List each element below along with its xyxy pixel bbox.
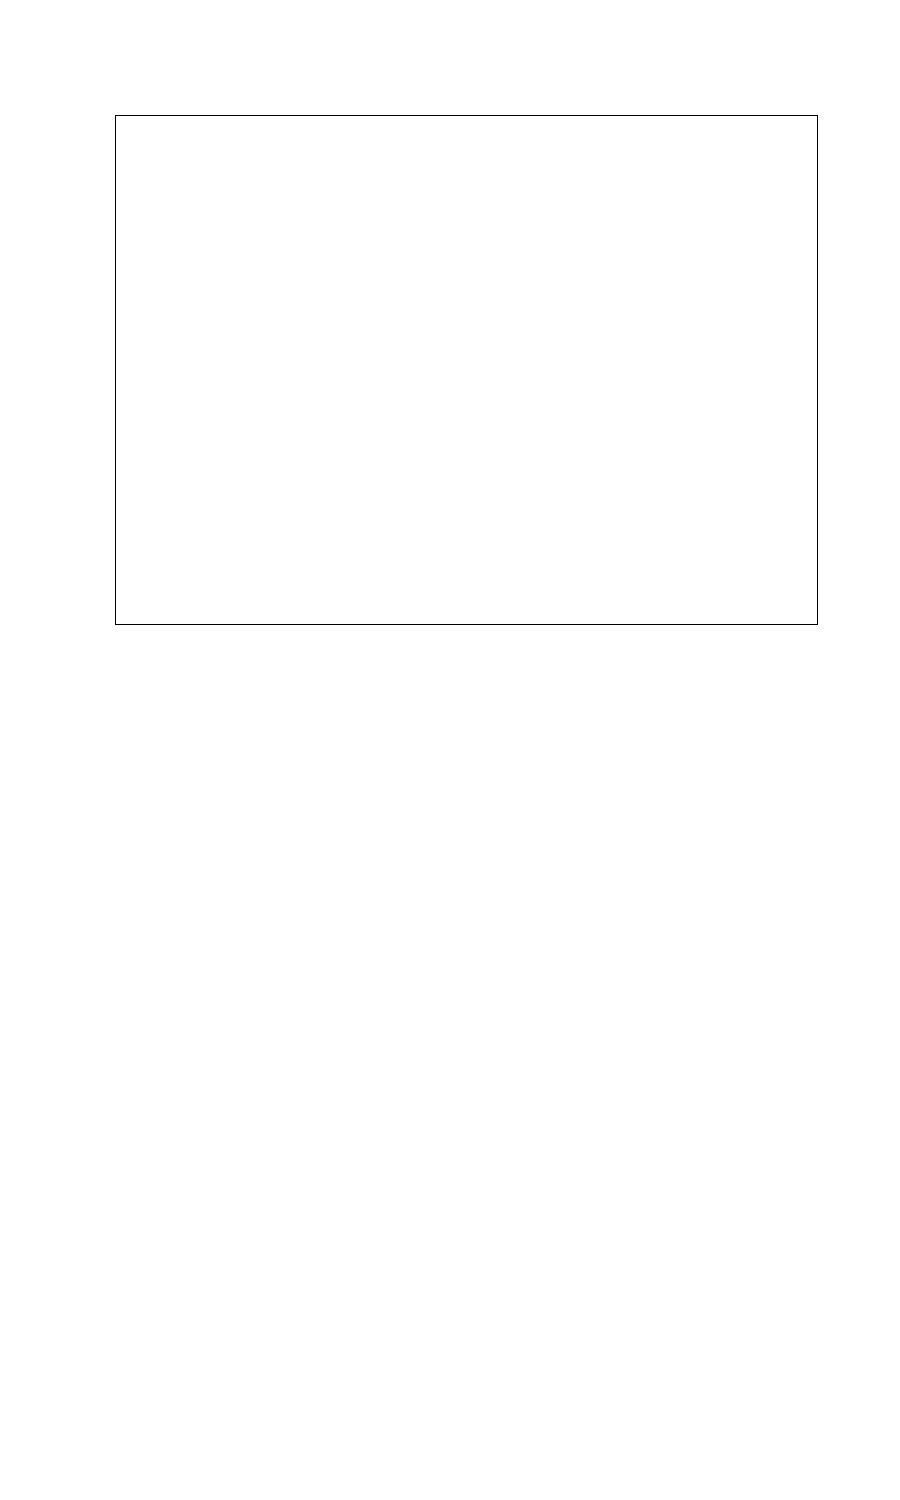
wave-rose-chart [115,115,816,623]
